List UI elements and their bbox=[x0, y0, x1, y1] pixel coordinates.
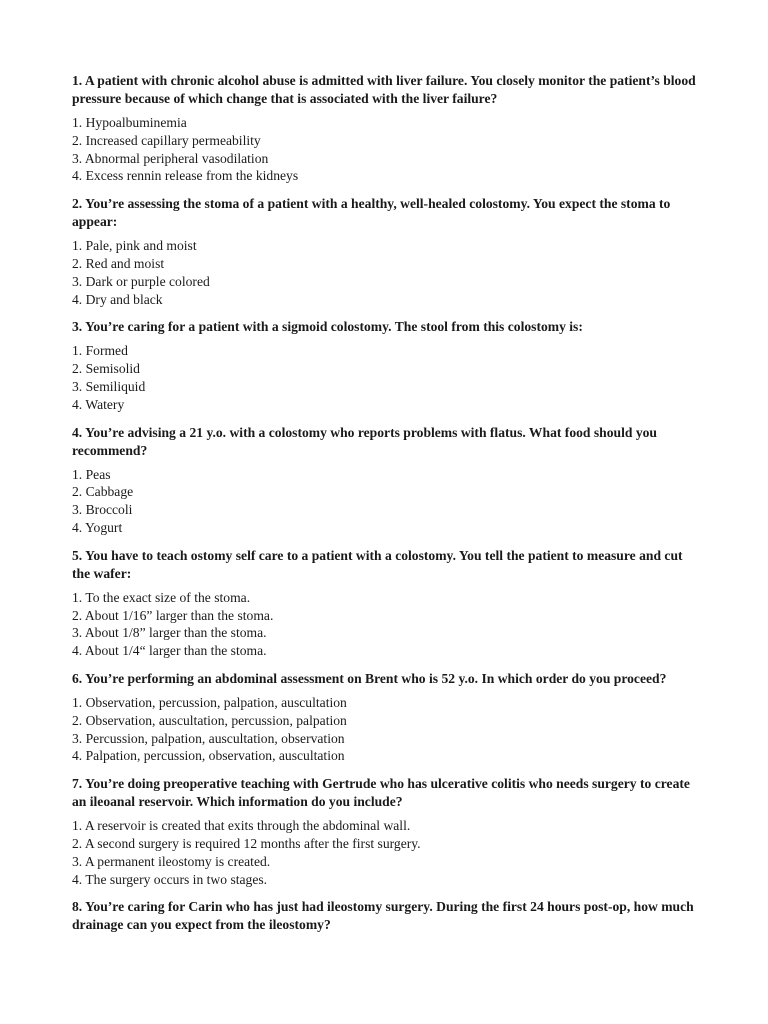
answer-option: 1. Observation, percussion, palpation, auscultation bbox=[72, 694, 347, 710]
answer-options bbox=[72, 114, 704, 185]
question-text: 5. You have to teach ostomy self care to a patient with a colostomy. You tell the patient to measure and cut the wafer: bbox=[72, 547, 683, 581]
question-3 bbox=[72, 318, 704, 413]
question-text: 4. You’re advising a 21 y.o. with a colostomy who reports problems with flatus. What food should you recommend? bbox=[72, 424, 657, 458]
answer-option: 2. Semisolid bbox=[72, 361, 140, 377]
question-4 bbox=[72, 424, 704, 537]
answer-options bbox=[72, 694, 704, 765]
answer-option: 4. About 1/4“ larger than the stoma. bbox=[72, 643, 267, 659]
answer-option: 1. Peas bbox=[72, 466, 111, 482]
answer-options bbox=[72, 237, 704, 308]
answer-option: 3. Percussion, palpation, auscultation, observation bbox=[72, 730, 345, 746]
answer-option: 3. Broccoli bbox=[72, 502, 133, 518]
answer-option: 1. Pale, pink and moist bbox=[72, 238, 197, 254]
answer-option: 2. About 1/16” larger than the stoma. bbox=[72, 607, 274, 623]
answer-option: 3. About 1/8” larger than the stoma. bbox=[72, 625, 267, 641]
question-text: 1. A patient with chronic alcohol abuse is admitted with liver failure. You closely monitor the patient’s blood pressure because of which change that is associated with the liver failure? bbox=[72, 73, 696, 106]
answer-options bbox=[72, 342, 704, 413]
answer-option: 3. A permanent ileostomy is created. bbox=[72, 853, 271, 869]
question-8 bbox=[72, 898, 704, 934]
question-text: 2. You’re assessing the stoma of a patient with a healthy, well-healed colostomy. You expect the stoma to appear: bbox=[72, 196, 671, 230]
answer-option: 1. To the exact size of the stoma. bbox=[72, 589, 251, 605]
question-text: 7. You’re doing preoperative teaching with Gertrude who has ulcerative colitis who needs surgery to create an ileoanal reservoir. Which information do you include? bbox=[72, 776, 690, 810]
answer-options bbox=[72, 817, 704, 888]
answer-option: 2. Increased capillary permeability bbox=[72, 132, 261, 148]
question-1 bbox=[72, 72, 704, 185]
answer-option: 2. A second surgery is required 12 months after the first surgery. bbox=[72, 835, 421, 851]
answer-option: 1. Hypoalbuminemia bbox=[72, 115, 187, 130]
question-2 bbox=[72, 195, 704, 308]
answer-option: 4. The surgery occurs in two stages. bbox=[72, 871, 268, 887]
answer-options bbox=[72, 466, 704, 537]
answer-option: 4. Watery bbox=[72, 396, 125, 412]
answer-option: 4. Palpation, percussion, observation, auscultation bbox=[72, 748, 345, 764]
answer-option: 3. Dark or purple colored bbox=[72, 273, 210, 289]
question-5 bbox=[72, 547, 704, 660]
answer-option: 1. Formed bbox=[72, 343, 128, 359]
answer-option: 2. Observation, auscultation, percussion, palpation bbox=[72, 712, 347, 728]
question-6 bbox=[72, 670, 704, 765]
answer-option: 3. Abnormal peripheral vasodilation bbox=[72, 150, 269, 166]
answer-option: 4. Yogurt bbox=[72, 519, 123, 535]
answer-option: 4. Dry and black bbox=[72, 291, 163, 307]
answer-option: 1. A reservoir is created that exits through the abdominal wall. bbox=[72, 818, 411, 834]
answer-option: 4. Excess rennin release from the kidneys bbox=[72, 168, 299, 184]
question-7 bbox=[72, 775, 704, 888]
document-page bbox=[72, 72, 704, 944]
answer-option: 2. Cabbage bbox=[72, 484, 134, 500]
answer-options bbox=[72, 589, 704, 660]
question-text: 6. You’re performing an abdominal assessment on Brent who is 52 y.o. In which order do you proceed? bbox=[72, 670, 667, 686]
answer-option: 2. Red and moist bbox=[72, 255, 165, 271]
question-text: 3. You’re caring for a patient with a sigmoid colostomy. The stool from this colostomy is: bbox=[72, 319, 583, 335]
answer-option: 3. Semiliquid bbox=[72, 378, 146, 394]
question-text: 8. You’re caring for Carin who has just had ileostomy surgery. During the first 24 hours post-op, how much drainage can you expect from the ileostomy? bbox=[72, 899, 694, 933]
